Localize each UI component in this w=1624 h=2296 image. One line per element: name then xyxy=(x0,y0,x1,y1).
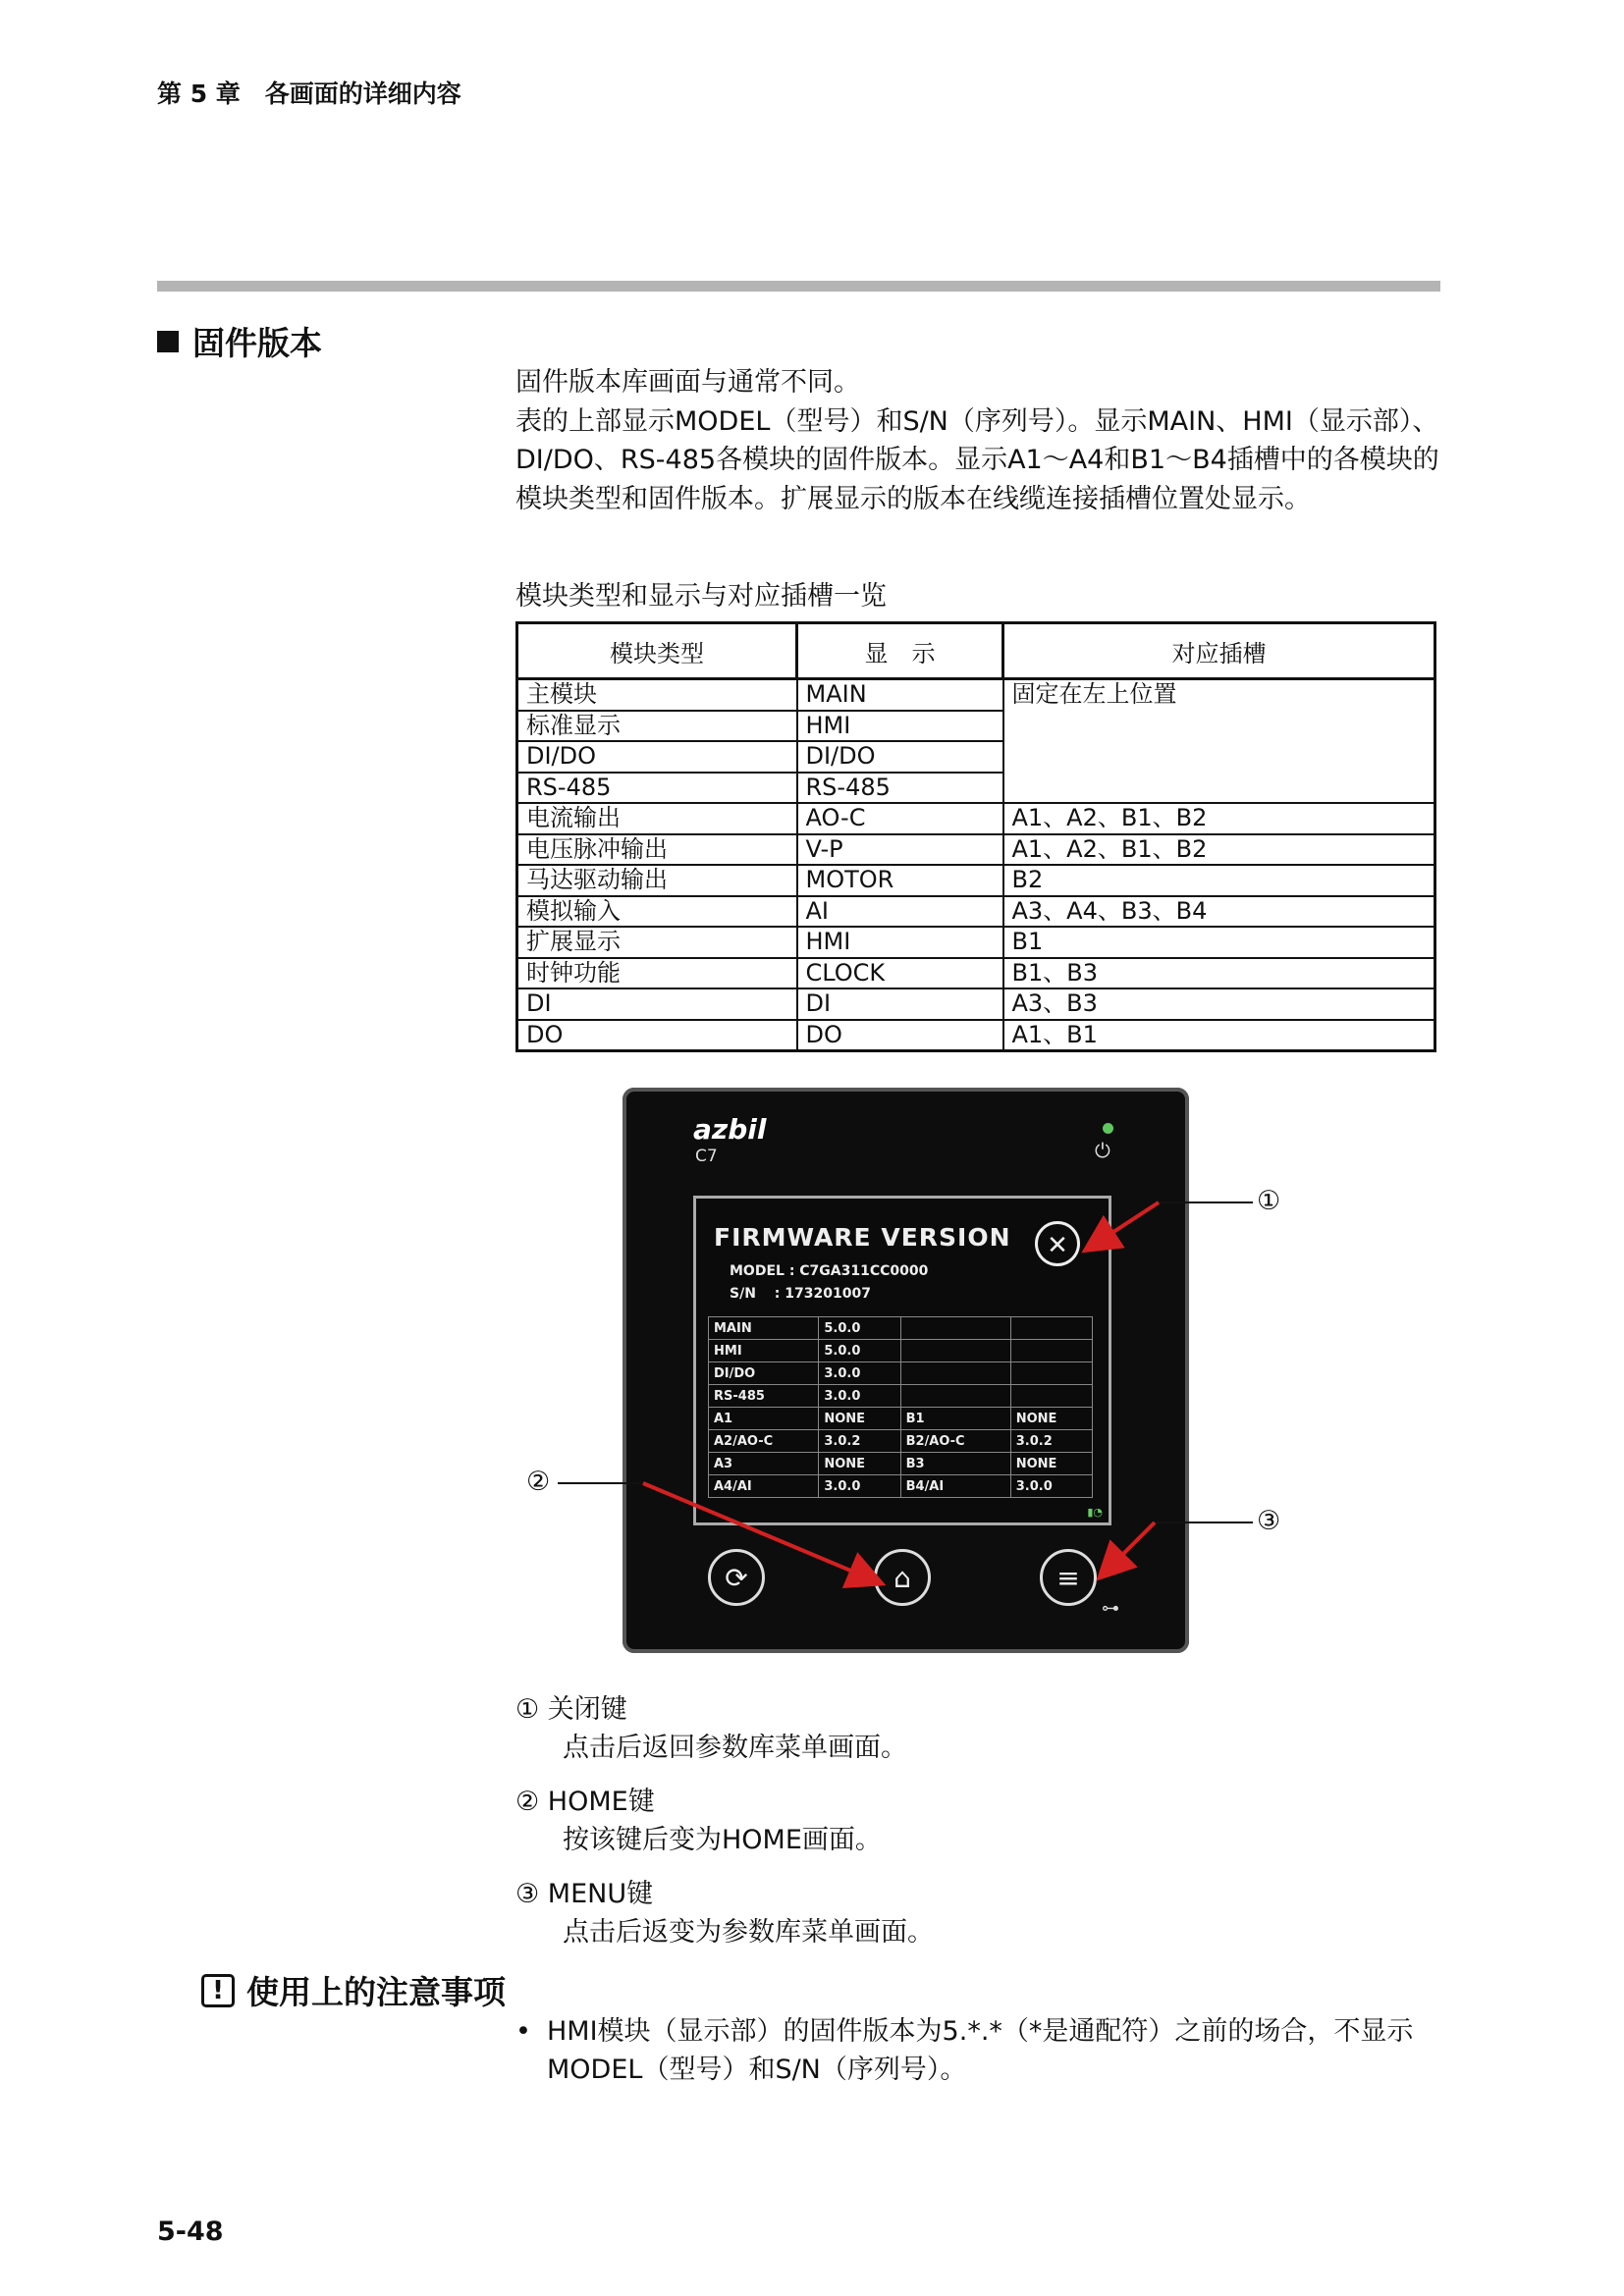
table-cell: B2 xyxy=(1003,865,1435,896)
fw-cell: 5.0.0 xyxy=(819,1340,900,1362)
table-caption: 模块类型和显示与对应插槽一览 xyxy=(515,581,887,612)
close-icon: ✕ xyxy=(1047,1231,1068,1260)
key-item-desc: 按该键后变为HOME画面。 xyxy=(563,1825,882,1855)
table-cell: V-P xyxy=(797,834,1003,866)
key-icon: ⊶ xyxy=(1102,1598,1119,1619)
table-cell: RS-485 xyxy=(517,773,797,804)
key-item-desc: 点击后返回参数库菜单画面。 xyxy=(563,1733,907,1763)
intro-paragraph-2: 表的上部显示MODEL（型号）和S/N（序列号）。显示MAIN、HMI（显示部）、DI/DO、RS-485各模块的固件版本。显示A1～A4和B1～B4插槽中的各模块的模块类型和固件版本。扩展显示的版本在线缆连接插槽位置处显示。 xyxy=(515,405,1439,514)
key-item xyxy=(515,1783,934,1859)
key-item xyxy=(515,1875,934,1951)
table-cell: 电压脉冲输出 xyxy=(517,834,797,866)
fw-cell: NONE xyxy=(1010,1453,1092,1475)
table-cell: CLOCK xyxy=(797,958,1003,989)
table-cell: 主模块 xyxy=(517,679,797,711)
table-cell: MOTOR xyxy=(797,865,1003,896)
key-item-title: ② HOME键 xyxy=(515,1787,655,1817)
table-cell: 时钟功能 xyxy=(517,958,797,989)
table-cell: DO xyxy=(517,1020,797,1051)
refresh-icon: ⟳ xyxy=(725,1562,748,1594)
table-cell: B1、B3 xyxy=(1003,958,1435,989)
fw-cell: DI/DO xyxy=(709,1362,819,1385)
intro-paragraph-1: 固件版本库画面与通常不同。 xyxy=(515,367,860,398)
caution-bullet-text: HMI模块（显示部）的固件版本为5.*.*（*是通配符）之前的场合，不显示MODEL（型号）和S/N（序列号）。 xyxy=(547,2016,1414,2085)
fw-cell: A1 xyxy=(709,1408,819,1430)
table-cell: 标准显示 xyxy=(517,711,797,742)
table-cell-fixed-slot: 固定在左上位置 xyxy=(1003,679,1435,804)
fw-cell: A3 xyxy=(709,1453,819,1475)
caution-title-text: 使用上的注意事项 xyxy=(246,1973,506,2011)
chapter-header: 第 5 章 各画面的详细内容 xyxy=(157,80,461,108)
table-cell: AI xyxy=(797,896,1003,928)
table-cell: AO-C xyxy=(797,803,1003,834)
callout-2-label: ② xyxy=(526,1467,551,1497)
table-cell: DI/DO xyxy=(517,741,797,773)
key-item-desc: 点击后返变为参数库菜单画面。 xyxy=(563,1917,934,1948)
table-cell: A1、A2、B1、B2 xyxy=(1003,834,1435,866)
page-number: 5-48 xyxy=(157,2216,224,2247)
section-title-text: 固件版本 xyxy=(192,324,322,362)
fw-cell: B2/AO-C xyxy=(900,1430,1010,1453)
key-item xyxy=(515,1690,934,1767)
table-cell: DI/DO xyxy=(797,741,1003,773)
table-cell: A1、A2、B1、B2 xyxy=(1003,803,1435,834)
fw-cell: NONE xyxy=(1010,1408,1092,1430)
fw-cell: MAIN xyxy=(709,1317,819,1340)
fw-cell: RS-485 xyxy=(709,1385,819,1408)
callout-3-arrow xyxy=(1102,1522,1155,1575)
table-cell: A3、A4、B3、B4 xyxy=(1003,896,1435,928)
table-cell: DO xyxy=(797,1020,1003,1051)
table-cell: 模拟输入 xyxy=(517,896,797,928)
table-cell: DI xyxy=(517,988,797,1020)
table-cell: MAIN xyxy=(797,679,1003,711)
caution-body xyxy=(515,2012,1448,2089)
table-cell: 马达驱动输出 xyxy=(517,865,797,896)
fw-cell: NONE xyxy=(819,1453,900,1475)
table-cell: 扩展显示 xyxy=(517,927,797,958)
battery-icon: ▮◔ xyxy=(1087,1506,1103,1519)
caution-icon: ! xyxy=(201,1974,235,2007)
fw-cell: A2/AO-C xyxy=(709,1430,819,1453)
device-model-label: C7 xyxy=(695,1147,718,1166)
fw-cell: NONE xyxy=(819,1408,900,1430)
fw-cell: 5.0.0 xyxy=(819,1317,900,1340)
key-descriptions xyxy=(515,1690,934,1967)
key-item-title: ① 关闭键 xyxy=(515,1694,627,1725)
bullet-dot-icon: • xyxy=(515,2016,531,2047)
table-cell: B1 xyxy=(1003,927,1435,958)
table-cell: HMI xyxy=(797,711,1003,742)
caution-bullet xyxy=(515,2012,1448,2089)
fw-cell: 3.0.2 xyxy=(819,1430,900,1453)
screen-model-line: MODEL : C7GA311CC0000 xyxy=(730,1263,929,1279)
fw-cell: HMI xyxy=(709,1340,819,1362)
fw-cell: 3.0.0 xyxy=(819,1362,900,1385)
table-header: 显 示 xyxy=(797,623,1003,679)
table-header: 模块类型 xyxy=(517,623,797,679)
fw-cell: 3.0.0 xyxy=(819,1475,900,1498)
table-cell: A1、B1 xyxy=(1003,1020,1435,1051)
menu-icon: ≡ xyxy=(1056,1562,1080,1594)
fw-cell: B1 xyxy=(900,1408,1010,1430)
table-cell: RS-485 xyxy=(797,773,1003,804)
callout-1-arrow xyxy=(1088,1202,1159,1249)
callout-2-arrow xyxy=(643,1483,879,1582)
fw-cell: 3.0.0 xyxy=(1010,1475,1092,1498)
fw-cell: B4/AI xyxy=(900,1475,1010,1498)
callout-1-label: ① xyxy=(1257,1186,1281,1216)
brand-logo: azbil xyxy=(693,1113,767,1146)
screen-title: FIRMWARE VERSION xyxy=(714,1223,1011,1252)
table-cell: HMI xyxy=(797,927,1003,958)
screen-sn-line: S/N : 173201007 xyxy=(730,1286,871,1302)
table-header: 对应插槽 xyxy=(1003,623,1435,679)
table-cell: A3、B3 xyxy=(1003,988,1435,1020)
key-item-title: ③ MENU键 xyxy=(515,1879,654,1909)
fw-cell: B3 xyxy=(900,1453,1010,1475)
home-icon: ⌂ xyxy=(893,1562,911,1594)
fw-cell: 3.0.2 xyxy=(1010,1430,1092,1453)
fw-cell: A4/AI xyxy=(709,1475,819,1498)
fw-cell: 3.0.0 xyxy=(819,1385,900,1408)
callout-3-label: ③ xyxy=(1257,1506,1281,1536)
table-cell: 电流输出 xyxy=(517,803,797,834)
power-icon: ⏻ xyxy=(1095,1139,1110,1162)
caution-title xyxy=(201,1967,506,2013)
table-cell: DI xyxy=(797,988,1003,1020)
